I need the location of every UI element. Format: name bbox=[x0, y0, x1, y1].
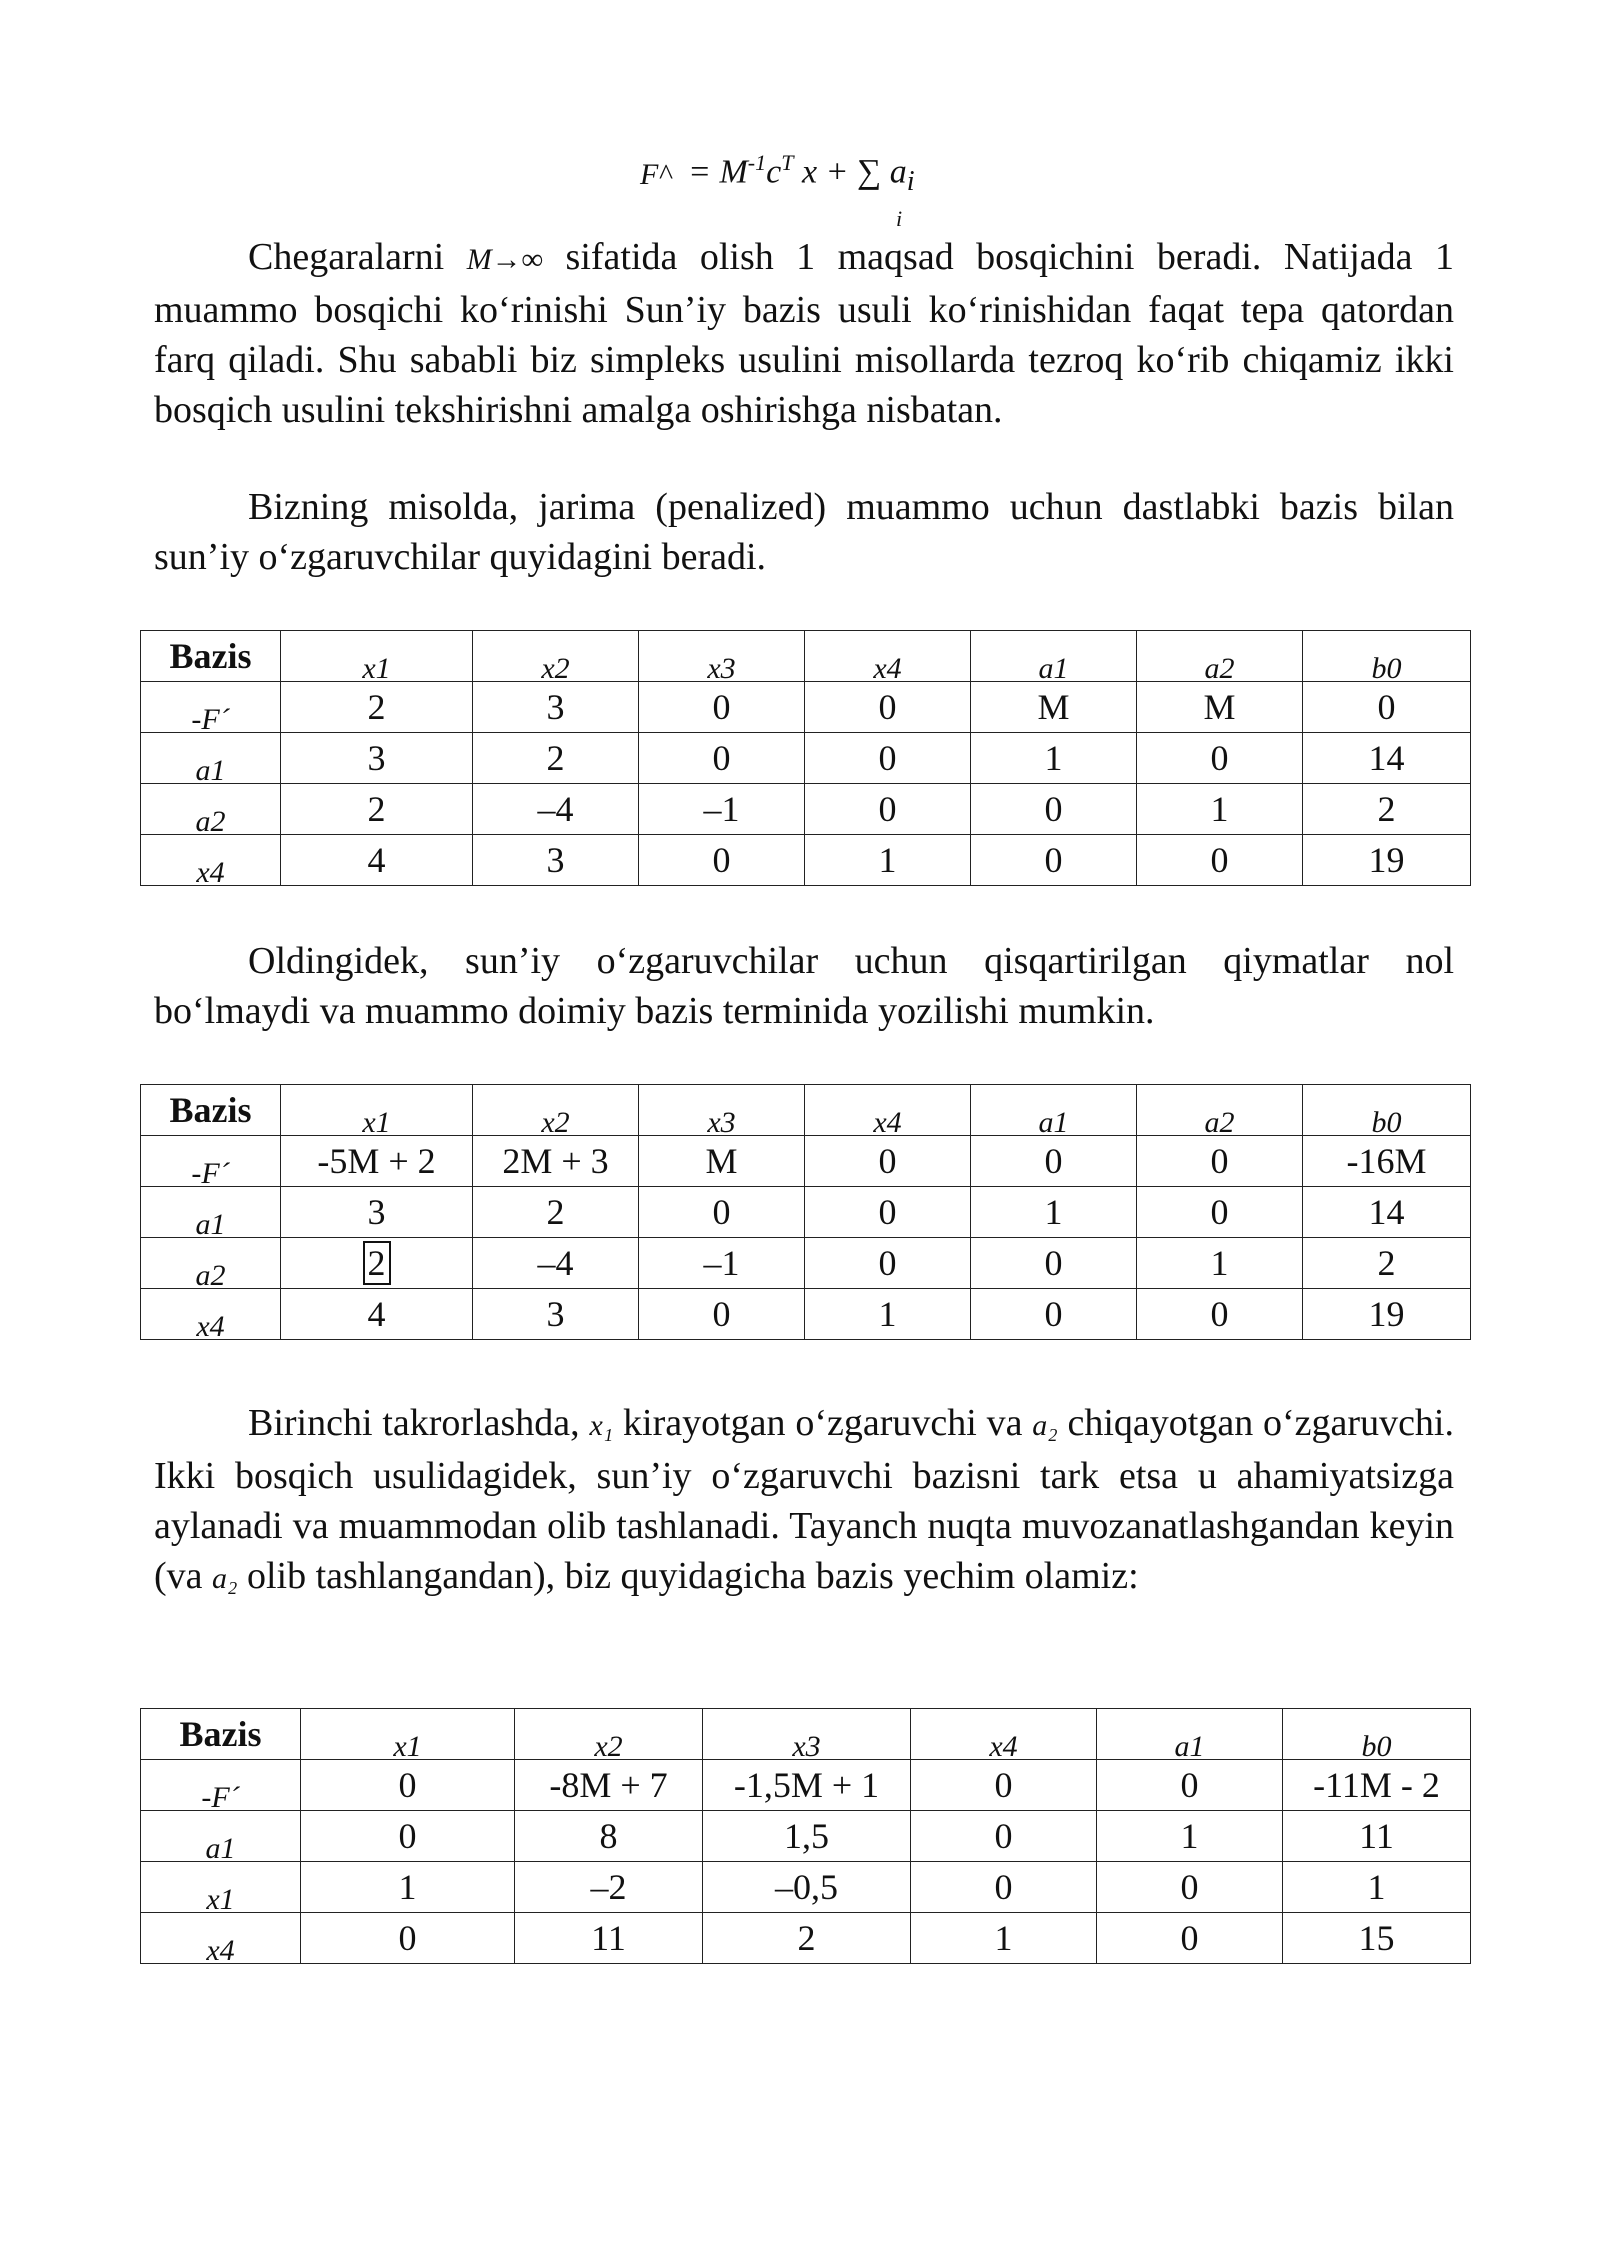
table-cell: 2 bbox=[281, 784, 473, 835]
table-cell: 2 bbox=[281, 1238, 473, 1289]
table-cell: 0 bbox=[805, 1238, 971, 1289]
header-cell: Bazis bbox=[141, 631, 281, 682]
table-cell: 3 bbox=[281, 733, 473, 784]
table-cell: 0 bbox=[301, 1913, 515, 1964]
table-cell: 0 bbox=[971, 784, 1137, 835]
table-cell: 11 bbox=[1283, 1811, 1471, 1862]
table-cell: 3 bbox=[473, 1289, 639, 1340]
table-cell: 1 bbox=[1137, 1238, 1303, 1289]
table-cell: M bbox=[1137, 682, 1303, 733]
table-cell: 0 bbox=[1137, 835, 1303, 886]
row-label-cell: x4 bbox=[141, 1289, 281, 1340]
paragraph-2: Bizning misolda, jarima (penalized) muammo uchun dastlabki bazis bilan sun’iy o‘zgaruvchilar quyidagini beradi. bbox=[154, 486, 1454, 578]
table-cell: 19 bbox=[1303, 1289, 1471, 1340]
header-cell: x4 bbox=[805, 1085, 971, 1136]
table-row bbox=[141, 1289, 1471, 1340]
table-cell: 1 bbox=[971, 733, 1137, 784]
table-cell: –1 bbox=[639, 1238, 805, 1289]
table-cell: 2 bbox=[473, 1187, 639, 1238]
table-cell: 0 bbox=[639, 682, 805, 733]
table-cell: 0 bbox=[639, 733, 805, 784]
simplex-table-1 bbox=[140, 630, 1471, 889]
table-cell: 0 bbox=[911, 1862, 1097, 1913]
var-x1: x₁ bbox=[589, 1409, 614, 1442]
table-row bbox=[141, 835, 1471, 886]
table-cell: 2 bbox=[1303, 1238, 1471, 1289]
table-cell: 0 bbox=[911, 1760, 1097, 1811]
table-cell: 0 bbox=[1137, 1187, 1303, 1238]
header-cell: x3 bbox=[639, 631, 805, 682]
table-cell: 0 bbox=[971, 1289, 1137, 1340]
header-cell: x4 bbox=[911, 1709, 1097, 1760]
table-cell: –2 bbox=[515, 1862, 703, 1913]
paragraph-3: Oldingidek, sun’iy o‘zgaruvchilar uchun qisqartirilgan qiymatlar nol bo‘lmaydi va muammo doimiy bazis terminida yozilishi mumkin. bbox=[154, 940, 1454, 1032]
row-label-cell: x4 bbox=[141, 835, 281, 886]
table-cell: 1 bbox=[1283, 1862, 1471, 1913]
table-row bbox=[141, 1187, 1471, 1238]
table-cell: 0 bbox=[911, 1811, 1097, 1862]
table-cell: 3 bbox=[473, 682, 639, 733]
sum-subscript: i bbox=[896, 206, 903, 231]
table-cell: -1,5M + 1 bbox=[703, 1760, 911, 1811]
table-cell: 8 bbox=[515, 1811, 703, 1862]
header-cell: Bazis bbox=[141, 1085, 281, 1136]
table-cell: 1 bbox=[1097, 1811, 1283, 1862]
header-cell: b0 bbox=[1303, 1085, 1471, 1136]
var-a2-second: a₂ bbox=[212, 1562, 238, 1595]
table-cell: -11M - 2 bbox=[1283, 1760, 1471, 1811]
table-cell: 2 bbox=[473, 733, 639, 784]
table-cell: -8M + 7 bbox=[515, 1760, 703, 1811]
table-cell: –4 bbox=[473, 784, 639, 835]
table-cell: 1 bbox=[1137, 784, 1303, 835]
table-row bbox=[141, 1811, 1471, 1862]
table-cell: 0 bbox=[805, 784, 971, 835]
header-cell: b0 bbox=[1283, 1709, 1471, 1760]
table-row bbox=[141, 784, 1471, 835]
table-cell: 1 bbox=[805, 835, 971, 886]
row-label-cell: -F´ bbox=[141, 682, 281, 733]
table-cell: 11 bbox=[515, 1913, 703, 1964]
header-cell: b0 bbox=[1303, 631, 1471, 682]
header-cell: x1 bbox=[281, 1085, 473, 1136]
table-cell: 15 bbox=[1283, 1913, 1471, 1964]
row-label-cell: -F´ bbox=[141, 1760, 301, 1811]
math-m-infinity: M→∞ bbox=[466, 243, 544, 276]
table-row bbox=[141, 1913, 1471, 1964]
table-cell: 1 bbox=[911, 1913, 1097, 1964]
table-cell: 0 bbox=[805, 1187, 971, 1238]
table-cell: M bbox=[971, 682, 1137, 733]
row-label-cell: a2 bbox=[141, 784, 281, 835]
table-cell: 0 bbox=[1303, 682, 1471, 733]
table-cell: M bbox=[639, 1136, 805, 1187]
header-cell: a1 bbox=[971, 631, 1137, 682]
header-cell: x1 bbox=[281, 631, 473, 682]
row-label-cell: x4 bbox=[141, 1913, 301, 1964]
table-cell: 0 bbox=[301, 1760, 515, 1811]
table-cell: -5M + 2 bbox=[281, 1136, 473, 1187]
table-cell: 1 bbox=[805, 1289, 971, 1340]
table-cell: 3 bbox=[281, 1187, 473, 1238]
row-label-cell: a1 bbox=[141, 1187, 281, 1238]
table-cell: –0,5 bbox=[703, 1862, 911, 1913]
table-cell: 0 bbox=[639, 1187, 805, 1238]
header-cell: a2 bbox=[1137, 1085, 1303, 1136]
table-cell: 19 bbox=[1303, 835, 1471, 886]
table-cell: 0 bbox=[805, 1136, 971, 1187]
table-cell: 0 bbox=[1137, 733, 1303, 784]
table-row bbox=[141, 1136, 1471, 1187]
row-label-cell: a1 bbox=[141, 733, 281, 784]
table-cell: 0 bbox=[805, 682, 971, 733]
table-cell: 0 bbox=[1097, 1913, 1283, 1964]
table-cell: 0 bbox=[639, 1289, 805, 1340]
table-cell: 2 bbox=[703, 1913, 911, 1964]
table-row bbox=[141, 1862, 1471, 1913]
table-row bbox=[141, 682, 1471, 733]
table-cell: 0 bbox=[1137, 1136, 1303, 1187]
header-cell: x2 bbox=[473, 631, 639, 682]
header-cell: a1 bbox=[971, 1085, 1137, 1136]
paragraph-4: Birinchi takrorlashda, x₁ kirayotgan o‘zgaruvchi va a₂ chiqayotgan o‘zgaruvchi. Ikki bosqich usulidagidek, sun’iy o‘zgaruvchi bazisni tark etsa u ahamiyatsizga aylanadi va muammodan olib tashlanadi. Tayanch nuqta muvozanatlashgandan keyin (va a₂ olib tashlangandan), biz quyidagicha bazis yechim olamiz: bbox=[154, 1402, 1454, 1597]
paragraph-1: Chegaralarni M→∞ sifatida olish 1 maqsad bosqichini beradi. Natijada 1 muammo bosqichi ko‘rinishi Sun’iy bazis usuli ko‘rinishidan faqat tepa qatordan farq qiladi. Shu sababli biz simpleks usulini misollarda tezroq ko‘rib chiqamiz ikki bosqich usulini tekshirishni amalga oshirishga nisbatan. bbox=[154, 236, 1454, 431]
table-header-row bbox=[141, 1709, 1471, 1760]
table-cell: 0 bbox=[971, 1238, 1137, 1289]
table-cell: –1 bbox=[639, 784, 805, 835]
table-cell: 0 bbox=[301, 1811, 515, 1862]
header-cell: Bazis bbox=[141, 1709, 301, 1760]
table-cell: 0 bbox=[639, 835, 805, 886]
row-label-cell: a2 bbox=[141, 1238, 281, 1289]
table-cell: 4 bbox=[281, 835, 473, 886]
table-cell: 14 bbox=[1303, 1187, 1471, 1238]
header-cell: x1 bbox=[301, 1709, 515, 1760]
header-cell: x2 bbox=[473, 1085, 639, 1136]
table-cell: 1 bbox=[301, 1862, 515, 1913]
table-cell: 4 bbox=[281, 1289, 473, 1340]
table-cell: 0 bbox=[1097, 1760, 1283, 1811]
header-cell: a2 bbox=[1137, 631, 1303, 682]
table-cell: 0 bbox=[971, 835, 1137, 886]
header-cell: a1 bbox=[1097, 1709, 1283, 1760]
simplex-table-3 bbox=[140, 1708, 1471, 1967]
table-cell: 1,5 bbox=[703, 1811, 911, 1862]
header-cell: x4 bbox=[805, 631, 971, 682]
table-cell: –4 bbox=[473, 1238, 639, 1289]
table-row bbox=[141, 733, 1471, 784]
simplex-table-2 bbox=[140, 1084, 1471, 1343]
row-label-cell: x1 bbox=[141, 1862, 301, 1913]
table-header-row bbox=[141, 631, 1471, 682]
formula-lhs: F^ bbox=[640, 158, 671, 191]
objective-formula bbox=[640, 150, 1000, 230]
header-cell: x3 bbox=[639, 1085, 805, 1136]
table-cell: 0 bbox=[805, 733, 971, 784]
table-cell: 0 bbox=[971, 1136, 1137, 1187]
table-cell: -16M bbox=[1303, 1136, 1471, 1187]
table-cell: 3 bbox=[473, 835, 639, 886]
table-cell: 1 bbox=[971, 1187, 1137, 1238]
table-cell: 2M + 3 bbox=[473, 1136, 639, 1187]
table-cell: 0 bbox=[1097, 1862, 1283, 1913]
row-label-cell: a1 bbox=[141, 1811, 301, 1862]
table-cell: 2 bbox=[1303, 784, 1471, 835]
var-a2: a₂ bbox=[1032, 1409, 1058, 1442]
header-cell: x2 bbox=[515, 1709, 703, 1760]
table-header-row bbox=[141, 1085, 1471, 1136]
table-cell: 14 bbox=[1303, 733, 1471, 784]
table-row bbox=[141, 1760, 1471, 1811]
row-label-cell: -F´ bbox=[141, 1136, 281, 1187]
table-row bbox=[141, 1238, 1471, 1289]
table-cell: 2 bbox=[281, 682, 473, 733]
table-cell: 0 bbox=[1137, 1289, 1303, 1340]
formula-rhs: = $M^{-1}c^T$ x + ∑ $a_i$ bbox=[688, 150, 915, 198]
header-cell: x3 bbox=[703, 1709, 911, 1760]
